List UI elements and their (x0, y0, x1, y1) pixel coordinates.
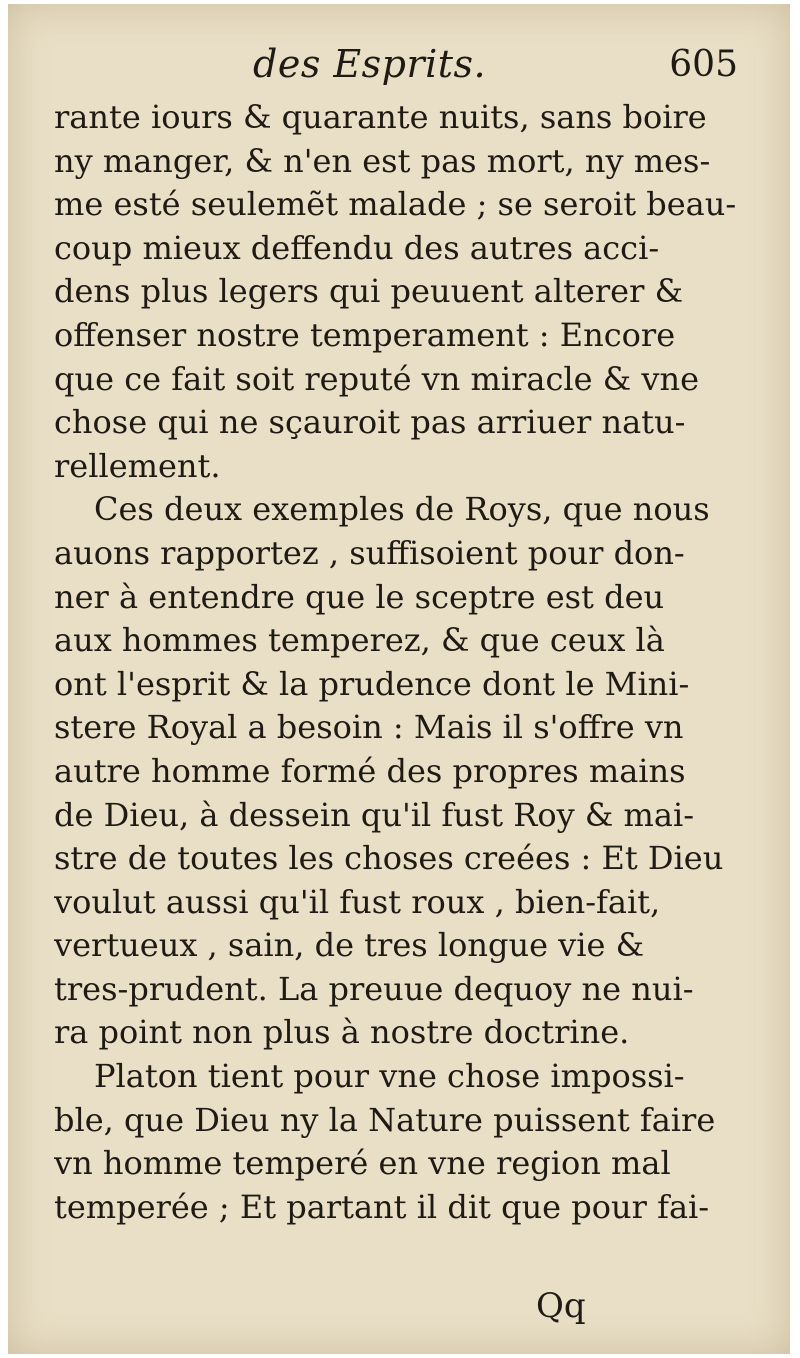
text-line: autre homme formé des propres mains (54, 751, 686, 790)
text-line: offenser nostre temperament : Encore (54, 315, 676, 354)
text-line: vn homme temperé en vne region mal (54, 1144, 671, 1183)
book-page (8, 4, 790, 1354)
text-line: aux hommes temperez, & que ceux là (54, 621, 665, 660)
text-line: auons rapportez , suffisoient pour don- (54, 533, 685, 572)
text-line: ra point non plus à nostre doctrine. (54, 1013, 630, 1052)
text-line: de Dieu, à dessein qu'il fust Roy & mai- (54, 795, 695, 834)
paragraph-start-line: Ces deux exemples de Roys, que nous (94, 490, 710, 529)
text-line: chose qui ne sçauroit pas arriuer natu- (54, 403, 686, 442)
paragraph-start-line: Platon tient pour vne chose impossi- (94, 1057, 685, 1096)
text-line: me esté seulemẽt malade ; se seroit beau- (54, 185, 737, 224)
text-line: stre de toutes les choses creées : Et Dieu (54, 839, 724, 878)
text-line: temperée ; Et partant il dit que pour fai- (54, 1187, 710, 1226)
text-line: que ce fait soit reputé vn miracle & vne (54, 359, 700, 398)
signature-mark: Qq (536, 1286, 586, 1326)
text-line: coup mieux deffendu des autres acci- (54, 228, 660, 267)
text-line: rante iours & quarante nuits, sans boire (54, 98, 707, 136)
text-line: dens plus legers qui peuuent alterer & (54, 272, 684, 311)
running-title: des Esprits. (253, 42, 487, 86)
body-text (54, 96, 744, 1229)
text-line: vertueux , sain, de tres longue vie & (54, 926, 645, 965)
text-line: voulut aussi qu'il fust roux , bien-fait, (54, 882, 661, 921)
text-line: stere Royal a besoin : Mais il s'offre vn (54, 708, 684, 747)
text-line: ble, que Dieu ny la Nature puissent faire (54, 1100, 716, 1139)
text-line: rellement. (54, 446, 221, 485)
text-line: ny manger, & n'en est pas mort, ny mes- (54, 141, 711, 180)
page-number: 605 (669, 44, 738, 85)
page-header (48, 42, 748, 92)
text-line: ner à entendre que le sceptre est deu (54, 577, 665, 616)
text-line: ont l'esprit & la prudence dont le Mini- (54, 664, 690, 703)
text-line: tres-prudent. La preuue dequoy ne nui- (54, 969, 694, 1008)
